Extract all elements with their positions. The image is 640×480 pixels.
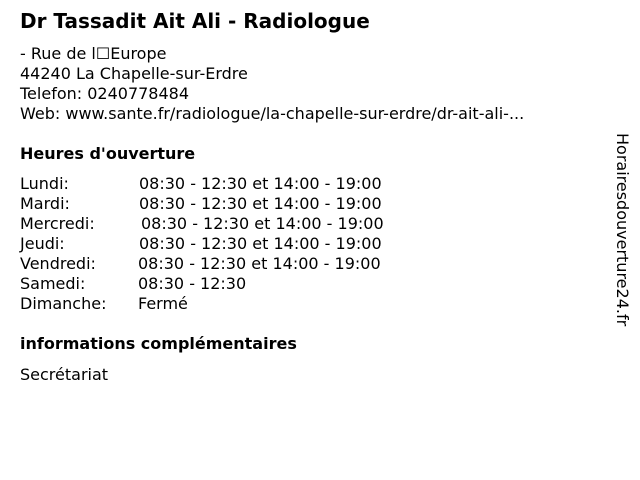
- additional-info-heading: informations complémentaires: [20, 334, 297, 353]
- time-value: 08:30 - 12:30 et 14:00 - 19:00: [141, 214, 384, 233]
- hours-row-saturday: [20, 274, 440, 294]
- time-value: 08:30 - 12:30 et 14:00 - 19:00: [139, 234, 382, 253]
- street-address: - Rue de l☐Europe: [20, 44, 167, 63]
- time-value: 08:30 - 12:30: [138, 274, 247, 293]
- day-label: Dimanche:: [20, 294, 107, 313]
- hours-row-monday: [20, 174, 440, 194]
- day-label: Samedi:: [20, 274, 86, 293]
- hours-row-sunday: [20, 294, 440, 314]
- opening-hours-table: [20, 174, 440, 314]
- additional-info-text: Secrétariat: [20, 365, 109, 384]
- website-url: Web: www.sante.fr/radiologue/la-chapelle-sur-erdre/dr-ait-ali-...: [20, 104, 525, 123]
- page-title: Dr Tassadit Ait Ali - Radiologue: [20, 9, 370, 33]
- day-label: Jeudi:: [20, 234, 65, 253]
- hours-row-thursday: [20, 234, 440, 254]
- time-value: 08:30 - 12:30 et 14:00 - 19:00: [138, 254, 381, 273]
- opening-hours-heading: Heures d'ouverture: [20, 144, 196, 163]
- day-label: Lundi:: [20, 174, 69, 193]
- site-watermark: Horairesdouverture24.fr: [613, 133, 632, 327]
- address-block: [20, 44, 524, 124]
- hours-row-tuesday: [20, 194, 440, 214]
- hours-row-friday: [20, 254, 440, 274]
- day-label: Mardi:: [20, 194, 70, 213]
- day-label: Vendredi:: [20, 254, 96, 273]
- city-address: 44240 La Chapelle-sur-Erdre: [20, 64, 248, 83]
- phone-number: Telefon: 0240778484: [20, 84, 190, 103]
- day-label: Mercredi:: [20, 214, 95, 233]
- time-value: 08:30 - 12:30 et 14:00 - 19:00: [139, 194, 382, 213]
- time-value: 08:30 - 12:30 et 14:00 - 19:00: [139, 174, 382, 193]
- time-value: Fermé: [138, 294, 188, 313]
- hours-row-wednesday: [20, 214, 440, 234]
